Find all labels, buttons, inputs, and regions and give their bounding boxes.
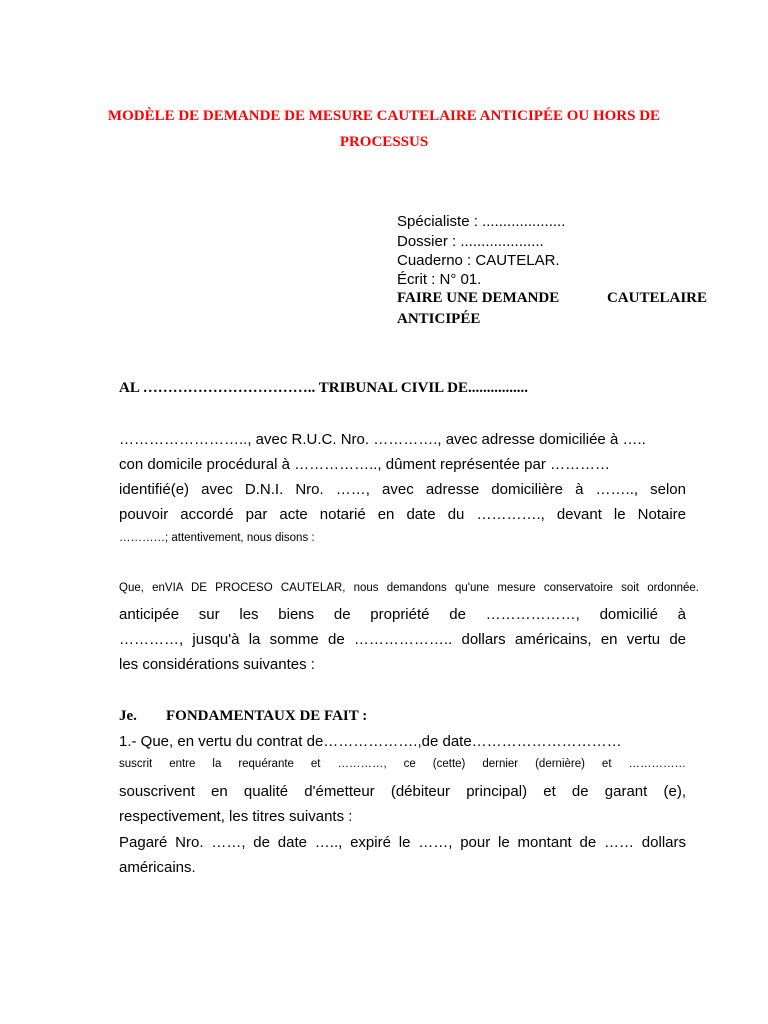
party-line-2: con domicile procédural à …………….., dûment représentée par …………	[119, 456, 611, 473]
party-line-4: pouvoir accordé par acte notarié en date du …………., devant le Notaire	[119, 506, 686, 523]
reference-line2: ANTICIPÉE	[397, 311, 481, 327]
party-line-3: identifié(e) avec D.N.I. Nro. ……, avec adresse domicilière à …….., selon	[119, 481, 686, 498]
ecrit-field: Écrit : N° 01.	[397, 271, 482, 288]
facts-line-4: respectivement, les titres suivants :	[119, 808, 353, 825]
section-heading	[119, 708, 367, 725]
reference-word-1: FAIRE UNE DEMANDE	[397, 290, 560, 306]
request-line-2: anticipée sur les biens de propriété de ………………, domicilié à	[119, 606, 686, 623]
document-title-line2: PROCESSUS	[339, 134, 429, 150]
reference-line1	[397, 290, 707, 307]
facts-line-1: 1.- Que, en vertu du contrat de……………….,de date…………………………	[119, 733, 622, 750]
document-title-line1: MODÈLE DE DEMANDE DE MESURE CAUTELAIRE ANTICIPÉE OU HORS DE	[107, 108, 661, 124]
cuaderno-field: Cuaderno : CAUTELAR.	[397, 252, 560, 269]
section-number: Je.	[119, 708, 137, 724]
request-line-1: Que, enVIA DE PROCESO CAUTELAR, nous demandons qu'une mesure conservatoire soit ordonnée.	[119, 582, 699, 594]
party-line-5: …………; attentivement, nous disons :	[119, 532, 315, 544]
facts-line-2: suscrit entre la requérante et …………, ce (cette) dernier (dernière) et ……………	[119, 758, 686, 770]
request-line-3: …………, jusqu'à la somme de ……………….. dollars américains, en vertu de	[119, 631, 686, 648]
facts-line-3: souscrivent en qualité d'émetteur (débiteur principal) et de garant (e),	[119, 783, 686, 800]
specialist-field: Spécialiste : ....................	[397, 213, 566, 230]
facts-line-5: Pagaré Nro. ……, de date ….., expiré le ……, pour le montant de …… dollars	[119, 834, 686, 851]
request-line-4: les considérations suivantes :	[119, 656, 315, 673]
section-title: FONDAMENTAUX DE FAIT :	[166, 708, 368, 724]
court-address-line: AL …………………………….. TRIBUNAL CIVIL DE................	[119, 380, 528, 396]
reference-word-2: CAUTELAIRE	[606, 290, 707, 306]
dossier-field: Dossier : ....................	[397, 233, 544, 250]
party-line-1: …………………….., avec R.U.C. Nro. …………., avec adresse domiciliée à …..	[119, 431, 646, 448]
facts-line-6: américains.	[119, 859, 196, 876]
